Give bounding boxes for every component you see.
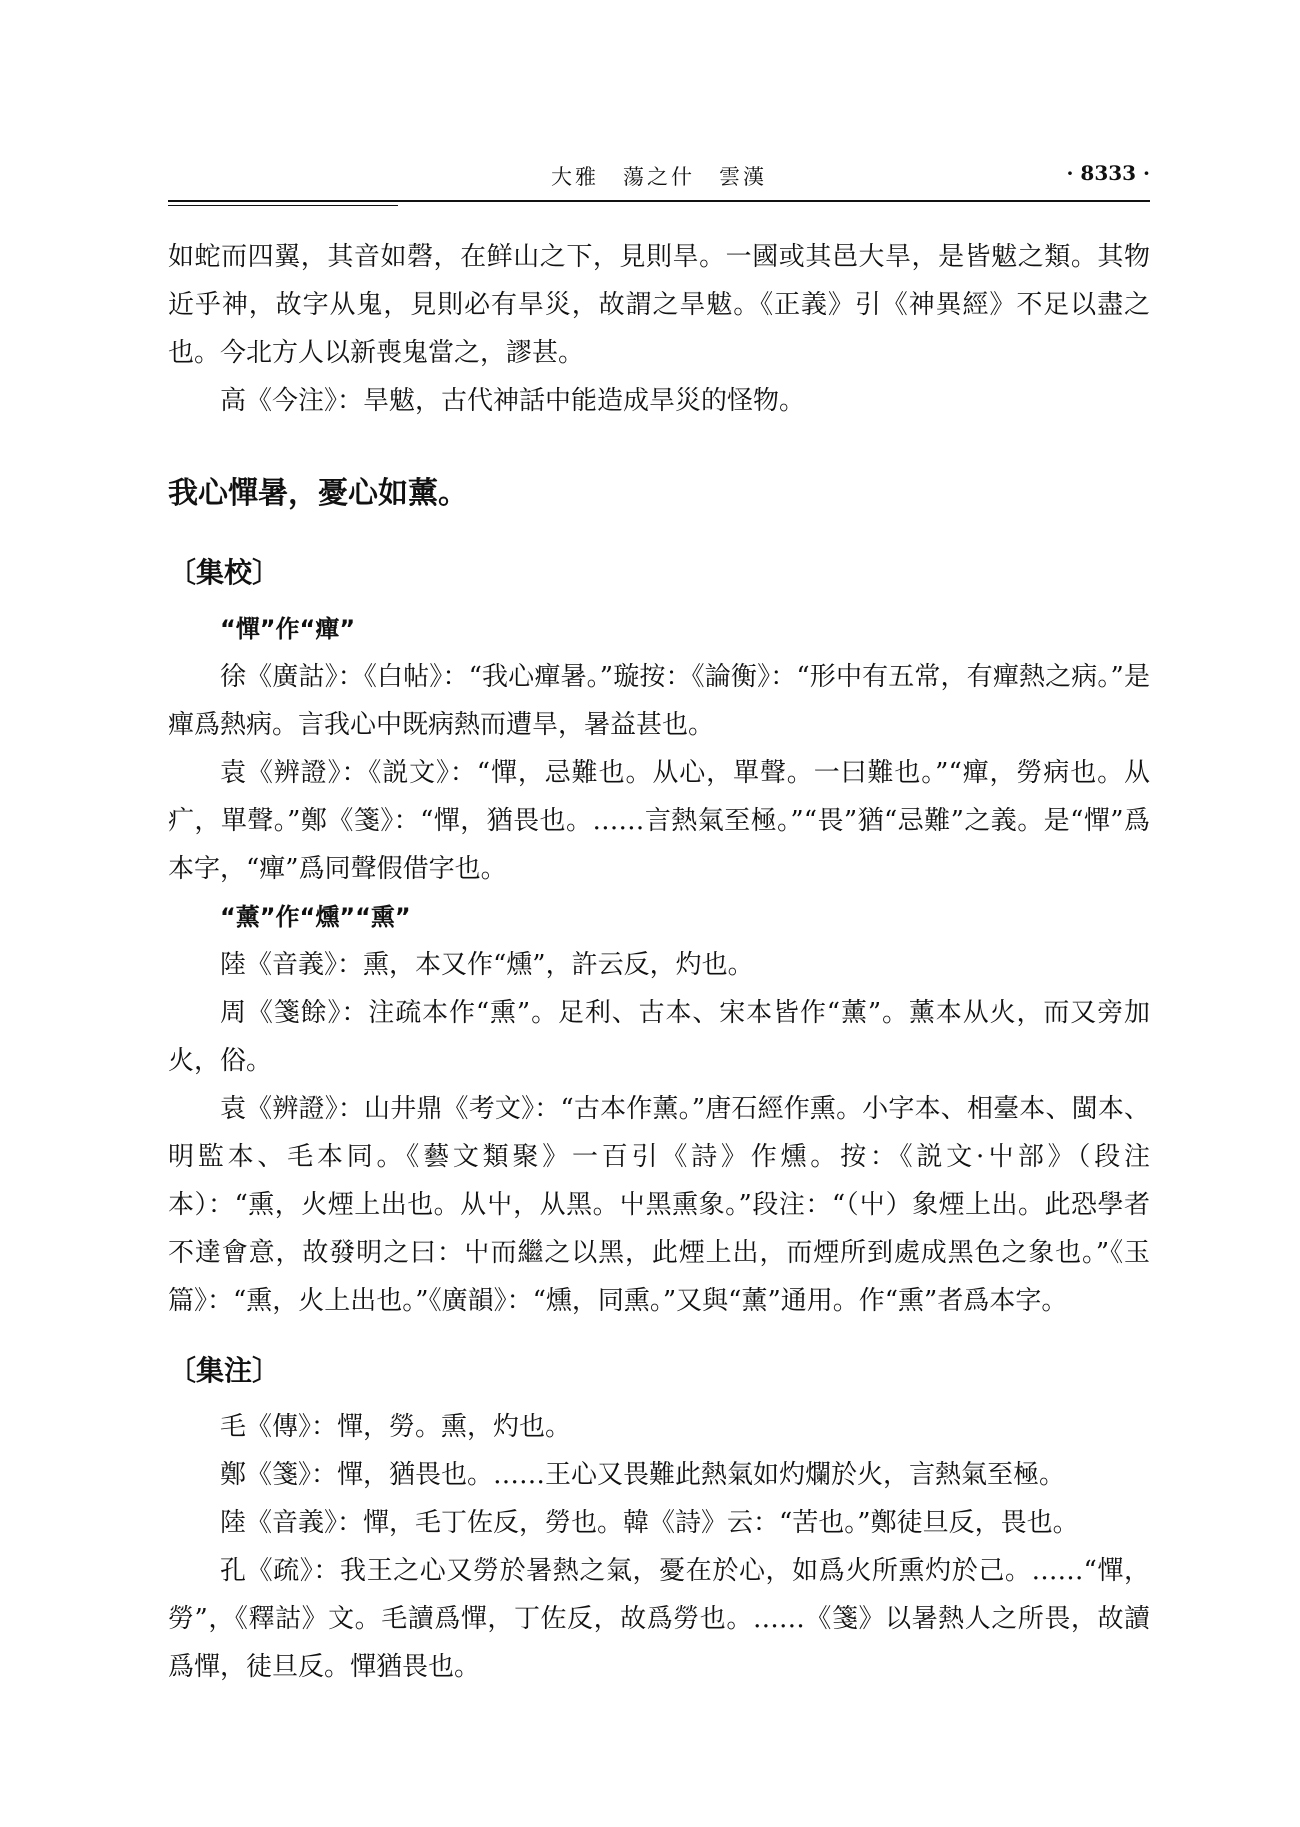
continued-paragraph: 如蛇而四翼，其音如磬，在鲜山之下，見則旱。一國或其邑大旱，是皆魃之類。其物近乎神，故字从鬼，見則必有旱災，故謂之旱魃。《正義》引《神異經》不足以盡之也。今北方人以新喪鬼當之，謬甚。 bbox=[168, 242, 1150, 368]
commentary-paragraph: 陸《音義》：熏，本又作“燻”，許云反，灼也。 bbox=[220, 950, 754, 980]
commentary-paragraph: 徐《廣詁》：《白帖》：“我心癉暑。”璇按：《論衡》：“形中有五常，有癉熱之病。”是癉爲熱病。言我心中既病熱而遭旱，暑益甚也。 bbox=[168, 662, 1150, 740]
variant-heading: “薰”作“燻”“熏” bbox=[220, 903, 411, 931]
commentary-paragraph: 毛《傳》：憚，勞。熏，灼也。 bbox=[220, 1412, 572, 1442]
section-heading-jizhu: 〔集注〕 bbox=[168, 1354, 281, 1387]
commentary-paragraph: 袁《辨證》：《説文》：“憚，忌難也。从心，單聲。一曰難也。”“癉，勞病也。从疒，單聲。”鄭《箋》：“憚，猶畏也。……言熱氣至極。”“畏”猶“忌難”之義。是“憚”爲本字，“癉”爲同聲假借字也。 bbox=[168, 758, 1150, 884]
page-number: · 8333 · bbox=[1066, 161, 1150, 185]
commentary-paragraph: 高《今注》：旱魃，古代神話中能造成旱災的怪物。 bbox=[220, 386, 806, 416]
running-head bbox=[168, 161, 1150, 197]
verse-line: 我心憚暑，憂心如薰。 bbox=[168, 476, 468, 511]
main-text bbox=[168, 233, 1150, 1691]
commentary-paragraph: 鄭《箋》：憚，猶畏也。……王心又畏難此熱氣如灼爛於火，言熱氣至極。 bbox=[220, 1460, 1066, 1490]
commentary-paragraph: 周《箋餘》：注疏本作“熏”。足利、古本、宋本皆作“薰”。薰本从火，而又旁加火，俗。 bbox=[168, 998, 1150, 1076]
header-rule-thin bbox=[168, 205, 398, 206]
commentary-paragraph: 孔《疏》：我王之心又勞於暑熱之氣，憂在於心，如爲火所熏灼於己。……“憚，勞”，《釋詁》文。毛讀爲憚，丁佐反，故爲勞也。……《箋》以暑熱人之所畏，故讀爲憚，徒旦反。憚猶畏也。 bbox=[168, 1556, 1150, 1682]
running-head-title: 大雅 蕩之什 雲漢 bbox=[551, 165, 767, 189]
commentary-paragraph: 袁《辨證》：山井鼎《考文》：“古本作薰。”唐石經作熏。小字本、相臺本、閩本、明監本、毛本同。《藝文類聚》一百引《詩》作燻。按：《説文·屮部》（段注本）：“熏，火煙上出也。从屮，从黑。屮黑熏象。”段注：“（屮）象煙上出。此恐學者不達會意，故發明之曰：屮而繼之以黑，此煙上出，而煙所到處成黑色之象也。”《玉篇》：“熏，火上出也。”《廣韻》：“燻，同熏。”又與“薰”通用。作“熏”者爲本字。 bbox=[168, 1094, 1150, 1316]
commentary-paragraph: 陸《音義》：憚，毛丁佐反，勞也。韓《詩》云：“苦也。”鄭徒旦反，畏也。 bbox=[220, 1508, 1079, 1538]
section-heading-jijiao: 〔集校〕 bbox=[168, 556, 281, 589]
variant-heading: “憚”作“癉” bbox=[220, 615, 356, 643]
header-rule bbox=[168, 200, 1150, 202]
